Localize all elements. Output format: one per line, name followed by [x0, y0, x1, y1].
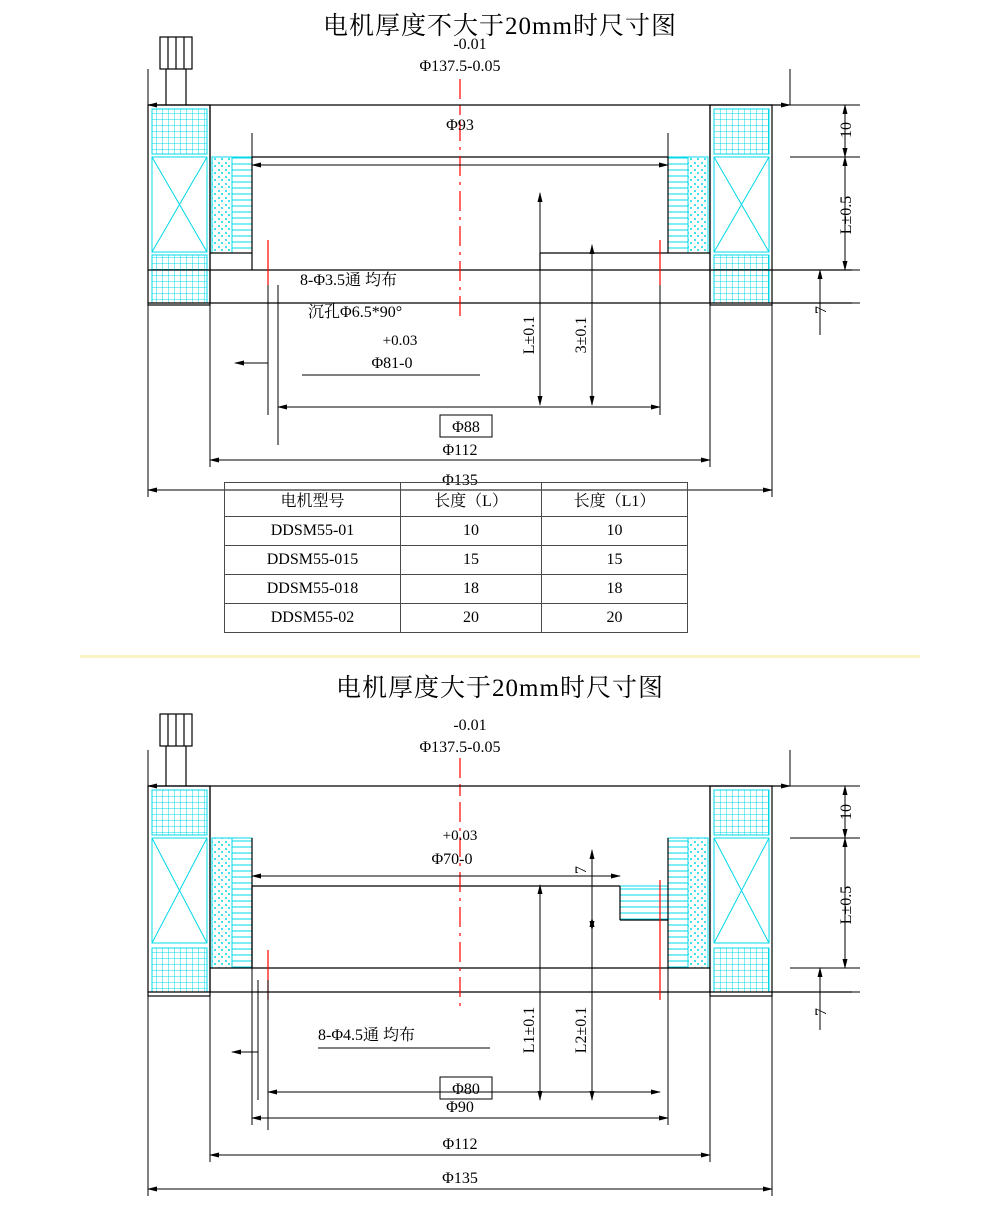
f2-holes: 8-Φ4.5通 均布: [318, 1027, 416, 1044]
section-divider: [80, 655, 920, 658]
cell-l1: 20: [542, 604, 688, 633]
table-header-row: [225, 483, 688, 517]
f1-rightL: L±0.5: [838, 195, 855, 235]
figure2-drawing: [0, 700, 1000, 1214]
f2-midL2: L2±0.1: [573, 1006, 590, 1054]
f1-mid3: 3±0.1: [573, 316, 590, 354]
cell-l: 20: [401, 604, 542, 633]
f2-outer: Φ137.5-0.05: [419, 739, 501, 756]
f1-counterbore: 沉孔Φ6.5*90°: [308, 304, 403, 321]
f2-right7: 7: [813, 1008, 830, 1016]
cell-model: DDSM55-018: [225, 575, 401, 604]
f2-inner7: 7: [573, 866, 590, 874]
f2-d112: Φ112: [442, 1136, 478, 1153]
figure1-drawing: [0, 35, 1000, 489]
cell-model: DDSM55-02: [225, 604, 401, 633]
th-model: 电机型号: [225, 483, 401, 517]
f2-right10: 10: [838, 804, 855, 820]
table-row: [225, 604, 688, 633]
f1-right7: 7: [813, 306, 830, 314]
f2-d70-tol: +0.03: [442, 828, 478, 844]
f1-d81-tol: +0.03: [382, 333, 418, 349]
f2-d70: Φ70-0: [431, 851, 473, 868]
f1-midL: L±0.1: [521, 315, 538, 355]
table-row: [225, 517, 688, 546]
f2-d135: Φ135: [442, 1170, 478, 1187]
f2-rightL: L±0.5: [838, 885, 855, 925]
cell-l1: 18: [542, 575, 688, 604]
th-length-l: 长度（L）: [401, 483, 542, 517]
f1-outer-tol: -0.01: [453, 36, 487, 53]
cell-l1: 10: [542, 517, 688, 546]
cell-l1: 15: [542, 546, 688, 575]
table-row: [225, 546, 688, 575]
cell-l: 15: [401, 546, 542, 575]
f2-outer-tol: -0.01: [453, 717, 487, 734]
spec-table: [224, 482, 688, 633]
f1-d88: Φ88: [452, 419, 480, 436]
figure2-title: 电机厚度大于20mm时尺寸图: [336, 675, 664, 702]
f2-d90: Φ90: [446, 1099, 474, 1116]
cell-model: DDSM55-015: [225, 546, 401, 575]
f2-midL1: L1±0.1: [521, 1006, 538, 1054]
figure1-title: 电机厚度不大于20mm时尺寸图: [323, 13, 677, 40]
f1-right10: 10: [838, 122, 855, 138]
f1-d135: Φ135: [442, 472, 478, 489]
cell-l: 10: [401, 517, 542, 546]
f1-d112: Φ112: [442, 442, 478, 459]
cell-l: 18: [401, 575, 542, 604]
f2-d80: Φ80: [452, 1081, 480, 1098]
cell-model: DDSM55-01: [225, 517, 401, 546]
f1-outer: Φ137.5-0.05: [419, 58, 501, 75]
f1-holes: 8-Φ3.5通 均布: [300, 272, 398, 289]
f1-d81: Φ81-0: [371, 355, 413, 372]
table-row: [225, 575, 688, 604]
th-length-l1: 长度（L1）: [542, 483, 688, 517]
f1-d93: Φ93: [446, 117, 474, 134]
